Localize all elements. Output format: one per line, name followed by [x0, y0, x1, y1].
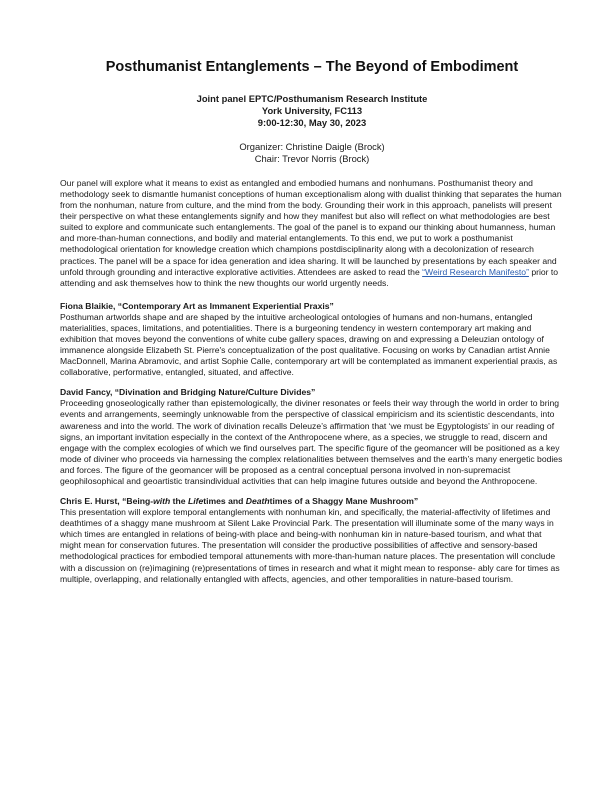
event-panel-line: Joint panel EPTC/Posthumanism Research Institute: [196, 93, 428, 104]
heading-part: the: [170, 496, 188, 507]
event-location-line: York University, FC113: [261, 105, 363, 116]
heading-part-italic: with: [153, 496, 171, 507]
organizer-line: Organizer: Christine Daigle (Brock): [239, 141, 385, 152]
event-time-line: 9:00-12:30, May 30, 2023: [257, 117, 367, 128]
section-body: Posthuman artworlds shape and are shaped by the intuitive archeological ontologies of humans and non-humans, entangled materialities, spaces, limitations, and potentialities. There is a burgeoning tendency in western contemporary art making and exhibition that moves beyond the conventions of white cube gallery spaces, drawing on and expressing a Deleuzian ontology of immanence alongside Elizabeth St. Pierre's conceptualization of the post qualitative. Focusing on works by Canadian artist Annie MacDonnell, Marina Abramovic, and artist Sophie Calle, contemporary art will be contemplated as immanent experiential praxis, as collaborative, performative, entangled, situated, and affective.: [60, 311, 558, 378]
event-details: [60, 93, 564, 129]
intro-text-end: prior to attending and ask themselves how to think the new thoughts our world urgently needs.: [60, 266, 559, 288]
heading-part-italic: Death: [245, 496, 270, 507]
organizers: [60, 141, 564, 165]
section-body: Proceeding gnoseologically rather than epistemologically, the diviner resonates or feels their way through the world in order to bring events and arrangements, seemingly unknowable from the perspective of classical empiricism and its scientistic descendants, into awareness and into the world. The work of divination recalls Deleuze’s affirmation that ‘we must be Egyptologists’ in our reading of signs, an important invitation especially in the context of the Anthropocene where, as a species, we struggle to read, discern and engage with the complex ecologies of which we find ourselves part. The specific figure of the geomancer will be positioned as a key mode of diviner who proceeds via harnessing the complex relationalities between themselves and the earth’s many energetic bodies and forces. The figure of the geomancer will be proposed as a central conceptual persona involved in non-supremacist geophilosophical and geoartistic transindividual activities that can help imagine futures outside and beyond the Anthropocene.: [60, 398, 563, 486]
section-heading: David Fancy, “Divination and Bridging Nature/Culture Divides”: [60, 387, 316, 398]
section-blaikie: [60, 301, 564, 379]
section-body: This presentation will explore temporal entanglements with nonhuman kin, and specifically, the material-affectivity of lifetimes and deathtimes of a shaggy mane mushroom at Silent Lake Provincial Park. The presentation will illuminate some of the many ways in which times are entangled in relations of being-with place and being-with nonhuman kin in nature-based tourism, and what that might mean for conservation futures. The presentation will consider the productive possibilities of affective and sensory-based methodological practices for embodied temporal attunements with more-than-human nature places. The presentation will conclude with a discussion on (re)imagining (re)presentations of times in research and what it might mean to response- ably care for times as multiple, overlapping, and relationally entangled with affects, agencies, and other temporalities in nature-based tourism.: [60, 507, 560, 584]
heading-part-italic: Life: [187, 496, 204, 507]
intro-paragraph: [60, 178, 564, 289]
heading-part: Chris E. Hurst, “Being-: [60, 496, 154, 507]
section-fancy: [60, 387, 564, 487]
chair-line: Chair: Trevor Norris (Brock): [254, 153, 370, 164]
section-hurst: [60, 496, 564, 585]
section-heading: Fiona Blaikie, “Contemporary Art as Immanent Experiential Praxis”: [60, 300, 334, 311]
section-heading: [60, 496, 564, 507]
weird-research-manifesto-link[interactable]: “Weird Research Manifesto”: [422, 266, 529, 277]
heading-part: times of a Shaggy Mane Mushroom”: [269, 496, 419, 507]
intro-text: Our panel will explore what it means to exist as entangled and embodied humans and nonhumans. Posthumanist theory and methodology seek to dismantle humanist conceptions of human exceptionalism along with dualist thinking that separates the human from the nonhuman, nature from culture, and the mind from the body. Grounding their work in this approach, panelists will present their perspective on what these entanglements signify and how they manifest but also will reflect on what methodologies are best suited to explore and communicate such entanglements. The goal of the panel is to expand our thinking about humanness, human and more-than-human connections, and bodily and material entanglements. To this end, we put to work a posthumanist methodological orientation for knowledge creation which champions postdisciplinarity along with a decolonization of research practices. The panel will be a space for idea generation and idea sharing. It will be launched by presentations by each speaker and unfold through grounding and interactive explorative activities. Attendees are asked to read the: [60, 178, 562, 277]
page-title: Posthumanist Entanglements – The Beyond of Embodiment: [105, 59, 519, 75]
heading-part: times and: [203, 496, 246, 507]
